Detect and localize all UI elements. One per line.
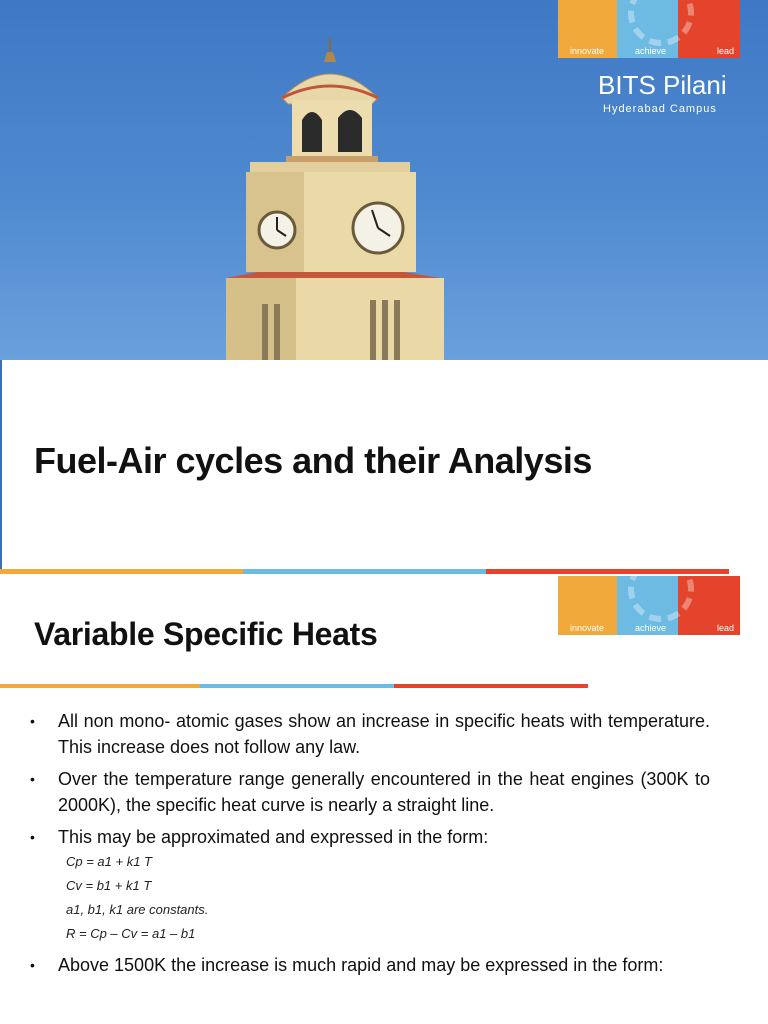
slide-title: Fuel-Air cycles and their Analysis	[34, 440, 592, 481]
equation-constants: a1, b1, k1 are constants.	[66, 902, 209, 917]
campus-name: Hyderabad Campus	[603, 103, 717, 115]
tagline-lead-label: lead	[716, 46, 734, 56]
tagline-innovate	[558, 0, 617, 58]
tagline-innovate-label-2: innovate	[570, 623, 605, 633]
tagline-innovate-2	[558, 576, 617, 635]
bullet-icon: •	[30, 713, 35, 729]
bullet-text: All non mono- atomic gases show an increase in specific heats with temperature. This increase does not follow any law.	[58, 711, 710, 757]
bullet-item	[30, 952, 710, 978]
university-name-bold: BITS	[598, 70, 656, 100]
slide-title-2: Variable Specific Heats	[34, 616, 378, 652]
tagline-achieve-label-2: achieve	[635, 623, 667, 633]
divider-red	[486, 569, 729, 574]
divider2-red	[394, 684, 588, 688]
bullet-item	[30, 824, 710, 850]
university-name	[598, 70, 727, 101]
brand-tagline-ribbon	[558, 0, 740, 58]
equation-cv: Cv = b1 + k1 T	[66, 878, 152, 893]
bullet-icon: •	[30, 957, 35, 973]
divider2-orange	[0, 684, 200, 688]
left-accent-line	[0, 360, 2, 570]
tagline-achieve-label: achieve	[635, 46, 667, 56]
bullet-icon: •	[30, 771, 35, 787]
equation-r: R = Cp – Cv = a1 – b1	[66, 926, 196, 941]
content-slide	[0, 576, 768, 1024]
bullet-icon: •	[30, 829, 35, 845]
bullet-text: Above 1500K the increase is much rapid and may be expressed in the form:	[58, 955, 664, 975]
tagline-innovate-label: innovate	[570, 46, 605, 56]
divider2-blue	[200, 684, 394, 688]
bullet-text: Over the temperature range generally encountered in the heat engines (300K to 2000K), the specific heat curve is nearly a straight line.	[58, 769, 710, 815]
tagline-lead-label-2: lead	[716, 623, 734, 633]
bullet-text: This may be approximated and expressed in the form:	[58, 827, 489, 847]
divider-orange	[0, 569, 243, 574]
bullet-item	[30, 708, 710, 760]
university-name-light: Pilani	[663, 70, 727, 100]
brand-tagline-ribbon-2	[558, 576, 740, 635]
divider-blue	[243, 569, 486, 574]
bullet-item	[30, 766, 710, 818]
bullet-list	[30, 708, 710, 984]
equation-cp: Cp = a1 + k1 T	[66, 854, 152, 869]
